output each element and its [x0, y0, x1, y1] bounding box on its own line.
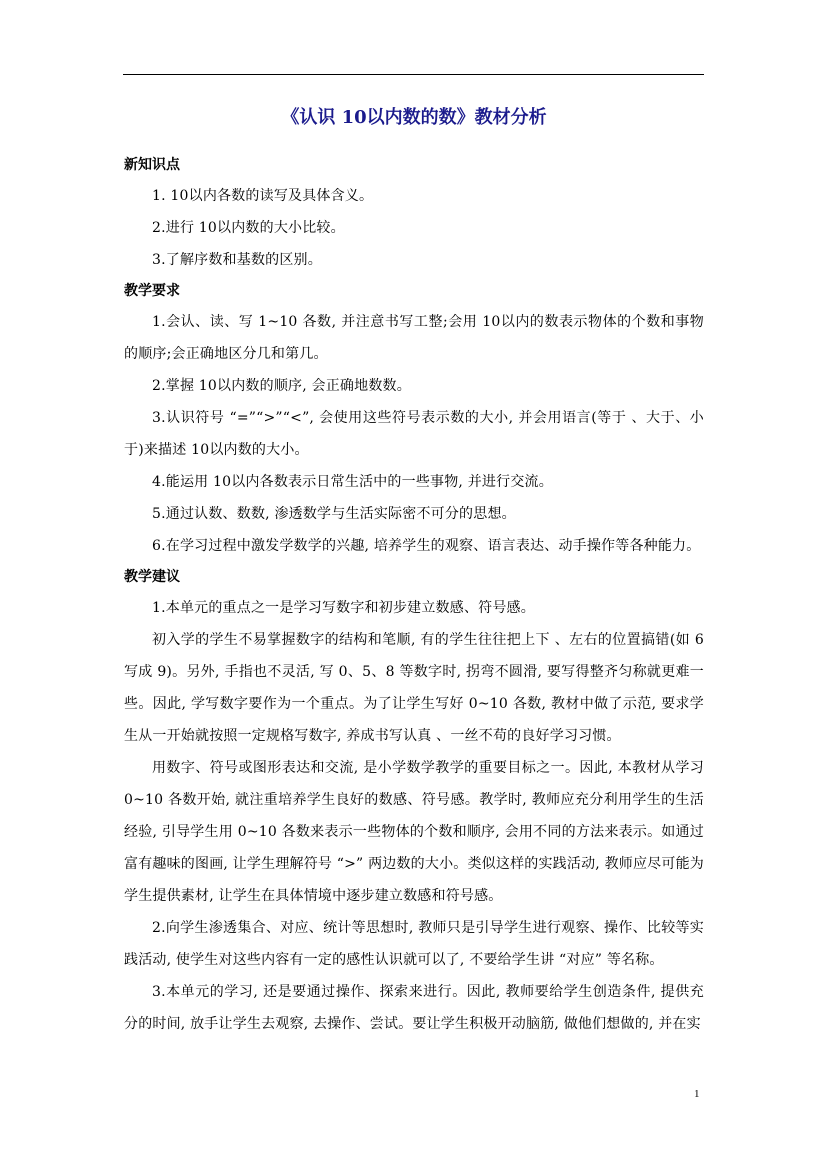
header-rule — [123, 74, 704, 75]
document-body — [124, 106, 704, 1040]
paragraph: 3.认识符号 “=”“>”“<”, 会使用这些符号表示数的大小, 并会用语言(等于 、大于、小于)来描述 10以内数的大小。 — [124, 410, 704, 458]
paragraph: 3.本单元的学习, 还是要通过操作、探索来进行。因此, 教师要给学生创造条件, 提供充分的时间, 放手让学生去观察, 去操作、尝试。要让学生积极开动脑筋, 做他们想做的, 并在实 — [124, 984, 704, 1032]
section-heading: 教学建议 — [124, 569, 180, 585]
document-title: 《认识 10以内数的数》教材分析 — [281, 107, 547, 128]
paragraph: 1.会认、读、写 1~10 各数, 并注意书写工整;会用 10以内的数表示物体的个数和事物的顺序;会正确地区分几和第几。 — [124, 314, 704, 362]
paragraph: 6.在学习过程中激发学数学的兴趣, 培养学生的观察、语言表达、动手操作等各种能力。 — [152, 538, 701, 554]
paragraph: 2.进行 10以内数的大小比较。 — [152, 220, 345, 236]
paragraph: 初入学的学生不易掌握数字的结构和笔顺, 有的学生往往把上下 、左右的位置搞错(如 6 写成 9)。另外, 手指也不灵活, 写 0、5、8 等数字时, 拐弯不圆滑, 要写得整齐匀称就更难一些。因此, 学写数字要作为一个重点。为了让学生写好 0~10 各数, 教材中做了示范, 要求学生从一开始就按照一定规格写数字, 养成书写认真 、一丝不苟的良好学习习惯。 — [124, 632, 704, 744]
paragraph: 5.通过认数、数数, 渗透数学与生活实际密不可分的思想。 — [152, 506, 516, 522]
section-teaching-requirements — [124, 276, 704, 562]
section-teaching-suggestions — [124, 562, 704, 1040]
section-heading: 新知识点 — [124, 157, 180, 173]
paragraph: 2.掌握 10以内数的顺序, 会正确地数数。 — [152, 378, 411, 394]
paragraph: 3.了解序数和基数的区别。 — [152, 252, 322, 268]
section-new-knowledge — [124, 150, 704, 276]
paragraph: 4.能运用 10以内各数表示日常生活中的一些事物, 并进行交流。 — [152, 474, 553, 490]
section-heading: 教学要求 — [124, 283, 180, 299]
paragraph: 1.本单元的重点之一是学习写数字和初步建立数感、符号感。 — [152, 600, 535, 616]
page-number: 1 — [694, 1088, 700, 1100]
paragraph: 2.向学生渗透集合、对应、统计等思想时, 教师只是引导学生进行观察、操作、比较等实践活动, 使学生对这些内容有一定的感性认识就可以了, 不要给学生讲 “对应” 等名称。 — [124, 920, 704, 968]
paragraph: 用数字、符号或图形表达和交流, 是小学数学教学的重要目标之一。因此, 本教材从学习 0~10 各数开始, 就注重培养学生良好的数感、符号感。教学时, 教师应充分利用学生的生活经验, 引导学生用 0~10 各数来表示一些物体的个数和顺序, 会用不同的方法来表示。如通过富有趣味的图画, 让学生理解符号 “>” 两边数的大小。类似这样的实践活动, 教师应尽可能为学生提供素材, 让学生在具体情境中逐步建立数感和符号感。 — [124, 760, 704, 904]
paragraph: 1. 10以内各数的读写及具体含义。 — [152, 188, 374, 204]
